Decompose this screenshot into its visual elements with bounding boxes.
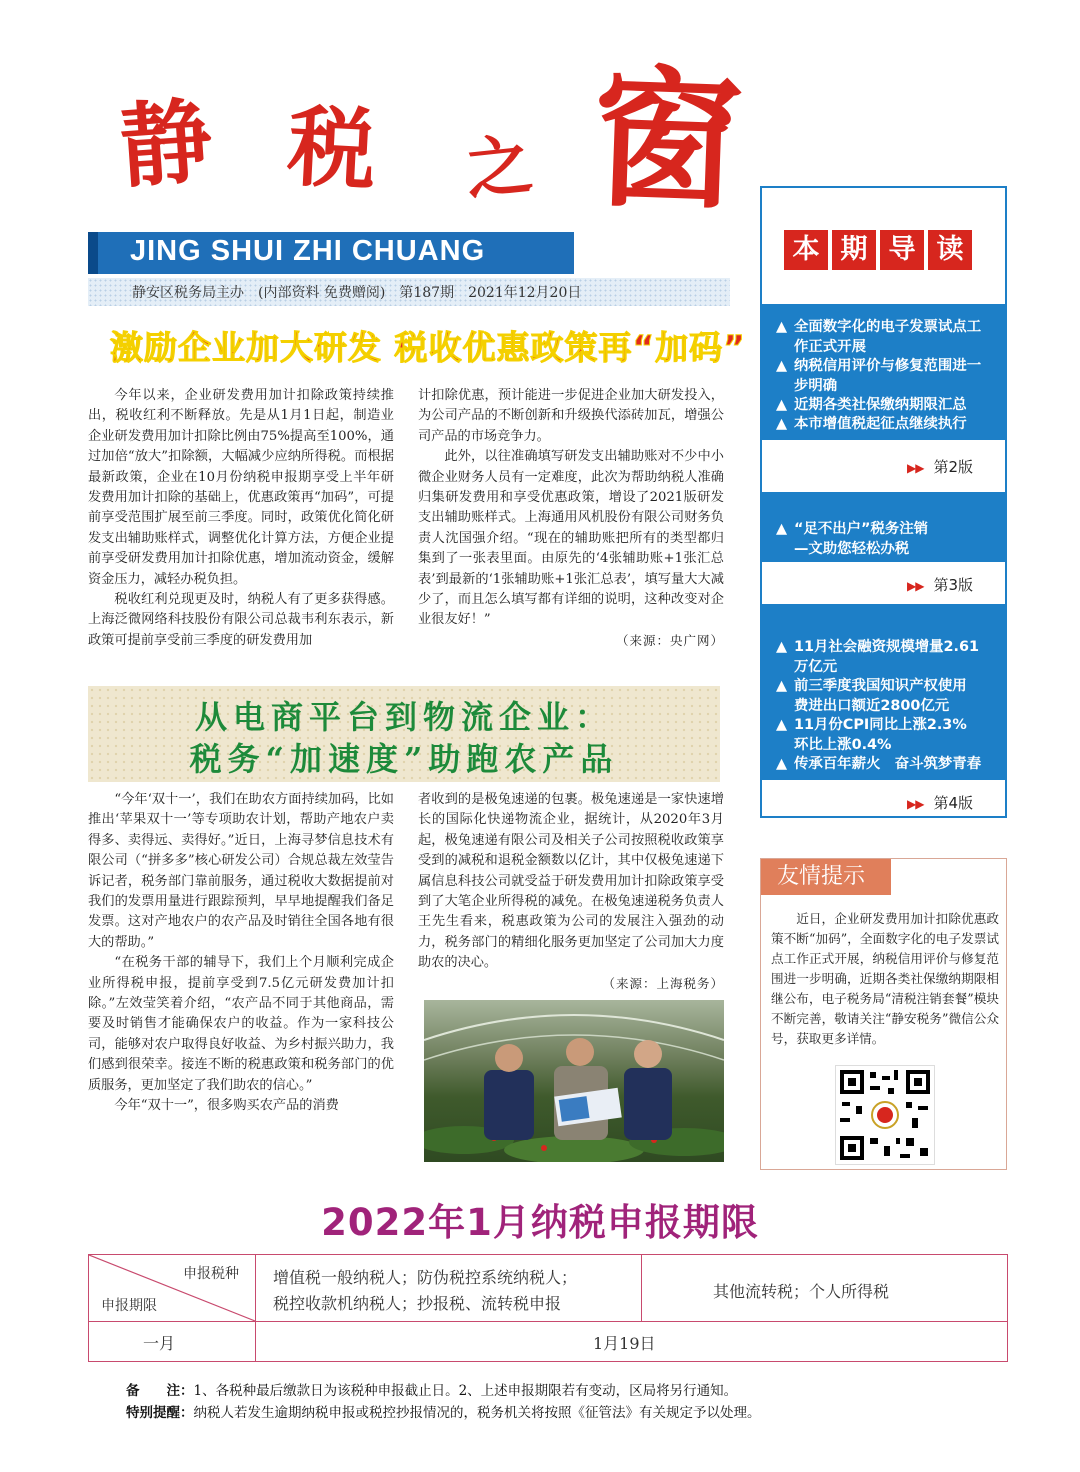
friendly-tip-title: 友情提示 [761, 859, 891, 895]
article1-column-right [418, 386, 724, 651]
special-text: 纳税人若发生逾期纳税申报或税控抄报情况的，税务机关将按照《征管法》有关规定予以处理。 [193, 1405, 761, 1421]
arrow-icon: ▶▶ [906, 579, 924, 593]
page-ref-4[interactable]: ▶▶ 第4版 [906, 794, 973, 812]
page-ref-2[interactable]: ▶▶ 第2版 [906, 458, 973, 476]
in-this-issue-sidebar [760, 186, 1007, 818]
deadline-notes [126, 1380, 761, 1424]
pinyin-title: JING SHUI ZHI CHUANG [130, 235, 486, 267]
paragraph: “今年‘双十一’，我们在助农方面持续加码，比如推出‘苹果双十一’等专项助农计划，帮助产地农户卖得多、卖得远、卖得好。”近日，上海寻梦信息技术有限公司（“拼多多”核心研发公司）合规总裁左效莹告诉记者，税务部门靠前服务，通过税收大数据提前对我们的发票用量进行跟踪预判，早早地提醒我们备足发票。这对产地农户的农产品及时销往全国各地有很大的帮助。” [88, 792, 394, 950]
paragraph: 计扣除优惠，预计能进一步促进企业加大研发投入，为公司产品的不断创新和升级换代添砖加瓦，增强公司产品的市场竞争力。 [418, 388, 724, 444]
paragraph: 今年以来，企业研发费用加计扣除政策持续推出，税收红利不断释放。先是从1月1日起，制造业企业研发费用加计扣除比例由75%提高至100%，通过加倍“放大”扣除额，大幅减少应纳所得税。而根据最新政策，企业在10月份纳税申报期享受上半年研发费用加计扣除的基础上，优惠政策再“加码”，可提前享受范围扩展至前三季度。同时，政策优化简化研发支出辅助账样式，调整优化计算方法，方便企业提前享受研发费用加计扣除优惠，增加流动资金，缓解资金压力，减轻办税负担。 [88, 388, 394, 587]
article2-headline-line1: 从电商平台到物流企业： [194, 698, 613, 736]
in-this-issue-title [784, 230, 972, 270]
masthead-char: 静 [116, 86, 216, 202]
article2-source: （来源：上海税务） [602, 975, 724, 991]
pinyin-title-bar [88, 232, 574, 274]
friendly-tip-text: 近日，企业研发费用加计扣除优惠政策不断“加码”，全面数字化的电子发票试点工作正式开展，纳税信用评价与修复范围进一步明确，近期各类社保缴纳期限相继公布，电子税务局“清税注销套餐”模块不断完善，敬请关注“静安税务”微信公众号，获取更多详情。 [771, 911, 999, 1046]
sidebar-item: ▲ 前三季度我国知识产权使用 费进出口额近2800亿元 [776, 678, 967, 714]
article2-column-right [418, 790, 724, 994]
paragraph: 者收到的是极兔速递的包裹。极兔速递是一家快速增长的国际化快递物流企业，据统计，从2020年3月起，极兔速递有限公司及相关子公司按照税收政策享受到的减税和退税金额数以亿计，其中仅极兔速递下属信息科技公司就受益于研发费用加计扣除政策享受到了大笔企业所得税的减免。在极兔速递税务负责人王先生看来，税惠政策为公司的发展注入强劲的动力，税务部门的精细化服务更加坚定了公司加大力度助农的决心。 [418, 792, 724, 971]
masthead-calligraphy-title [110, 50, 750, 240]
sidebar-item: ▲ 纳税信用评价与修复范围进一 步明确 [776, 358, 982, 394]
note-text: 1、各税种最后缴款日为该税种申报截止日。2、上述申报期限若有变动，区局将另行通知。 [193, 1383, 738, 1399]
arrow-icon: ▶▶ [906, 461, 924, 475]
greenhouse-photo-illustration [424, 1000, 724, 1162]
masthead-char: 窗 [588, 50, 746, 232]
page-ref-3[interactable]: ▶▶ 第3版 [906, 576, 973, 594]
title-char: 期 [832, 230, 876, 270]
article2-headline-line2: 税务“加速度”助跑农产品 [189, 740, 619, 778]
tax-type-col1-line2: 税控收款机纳税人；抄报税、流转税申报 [273, 1294, 562, 1313]
sidebar-item: ▲ 传承百年薪火 奋斗筑梦青春 [776, 756, 982, 772]
header-period: 申报期限 [101, 1298, 157, 1314]
title-char: 读 [928, 230, 972, 270]
row-date: 1月19日 [593, 1334, 656, 1353]
greenhouse-photo [424, 1000, 724, 1162]
tax-type-col2: 其他流转税；个人所得税 [713, 1282, 890, 1301]
masthead-char: 之 [462, 124, 536, 210]
deadline-title: 2022年1月纳税申报期限 [321, 1201, 759, 1244]
paragraph: 税收红利兑现更及时，纳税人有了更多获得感。上海泛微网络科技股份有限公司总裁韦利东表示，新政策可提前享受前三季度的研发费用加 [88, 592, 394, 648]
sidebar-item: ▲ 全面数字化的电子发票试点工 作正式开展 [776, 319, 982, 355]
article2-column-left [88, 790, 394, 1117]
paragraph: 此外，以往准确填写研发支出辅助账对不少中小微企业财务人员有一定难度，此次为帮助纳税人准确归集研发费用和享受优惠政策，增设了2021版研发支出辅助账样式。上海通用风机股份有限公司财务负责人沈国强介绍。“现在的辅助账把所有的类型都归集到了一张表里面。由原先的‘4张辅助账+1张汇总表’到最新的‘1张辅助账+1张汇总表’，填写量大大减少了，而且怎么填写都有详细的说明，这种改变对企业很友好！” [418, 449, 724, 628]
issue-info-bar [88, 278, 730, 306]
qr-code-icon[interactable] [835, 1065, 935, 1165]
deadline-table [88, 1254, 1008, 1362]
tax-type-col1-line1: 增值税一般纳税人；防伪税控系统纳税人； [273, 1268, 578, 1287]
article1-column-left [88, 386, 394, 651]
issue-info: 静安区税务局主办 (内部资料 免费赠阅) 第187期 2021年12月20日 [132, 285, 582, 301]
paragraph: “在税务干部的辅导下，我们上个月顺利完成企业所得税申报，提前享受到7.5亿元研发费加计扣除。”左效莹笑着介绍，“农产品不同于其他商品，需要及时销售才能确保农户的收益。作为一家科技公司，能够对农户取得良好收益、为乡村振兴助力，我们感到很荣幸。接连不断的税惠政策和税务部门的优质服务，更加坚定了我们助农的信心。” [88, 955, 394, 1093]
sidebar-item: ▲ 近期各类社保缴纳期限汇总 [776, 397, 967, 413]
sidebar-item: ▲ 11月社会融资规模增量2.61 万亿元 [776, 639, 980, 675]
header-tax-type: 申报税种 [183, 1266, 239, 1282]
sidebar-item: ▲ 本市增值税起征点继续执行 [776, 416, 967, 432]
article2-headline [88, 686, 720, 782]
row-month: 一月 [143, 1334, 176, 1353]
friendly-tip-box [760, 858, 1007, 1170]
paragraph: 今年“双十一”，很多购买农产品的消费 [114, 1098, 339, 1114]
article1-source: （来源：央广网） [615, 632, 724, 648]
arrow-icon: ▶▶ [906, 797, 924, 811]
note-label: 备 注： [126, 1383, 194, 1399]
article1-headline: 激励企业加大研发 税收优惠政策再“加码” [110, 328, 746, 367]
masthead-char: 税 [285, 93, 379, 203]
title-char: 导 [880, 230, 924, 270]
special-label: 特别提醒： [126, 1405, 194, 1421]
sidebar-item: ▲ 11月份CPI同比上涨2.3% 环比上涨0.4% [776, 717, 967, 753]
title-char: 本 [784, 230, 828, 270]
sidebar-item: ▲ “足不出户”税务注销 —文助您轻松办税 [776, 521, 929, 557]
